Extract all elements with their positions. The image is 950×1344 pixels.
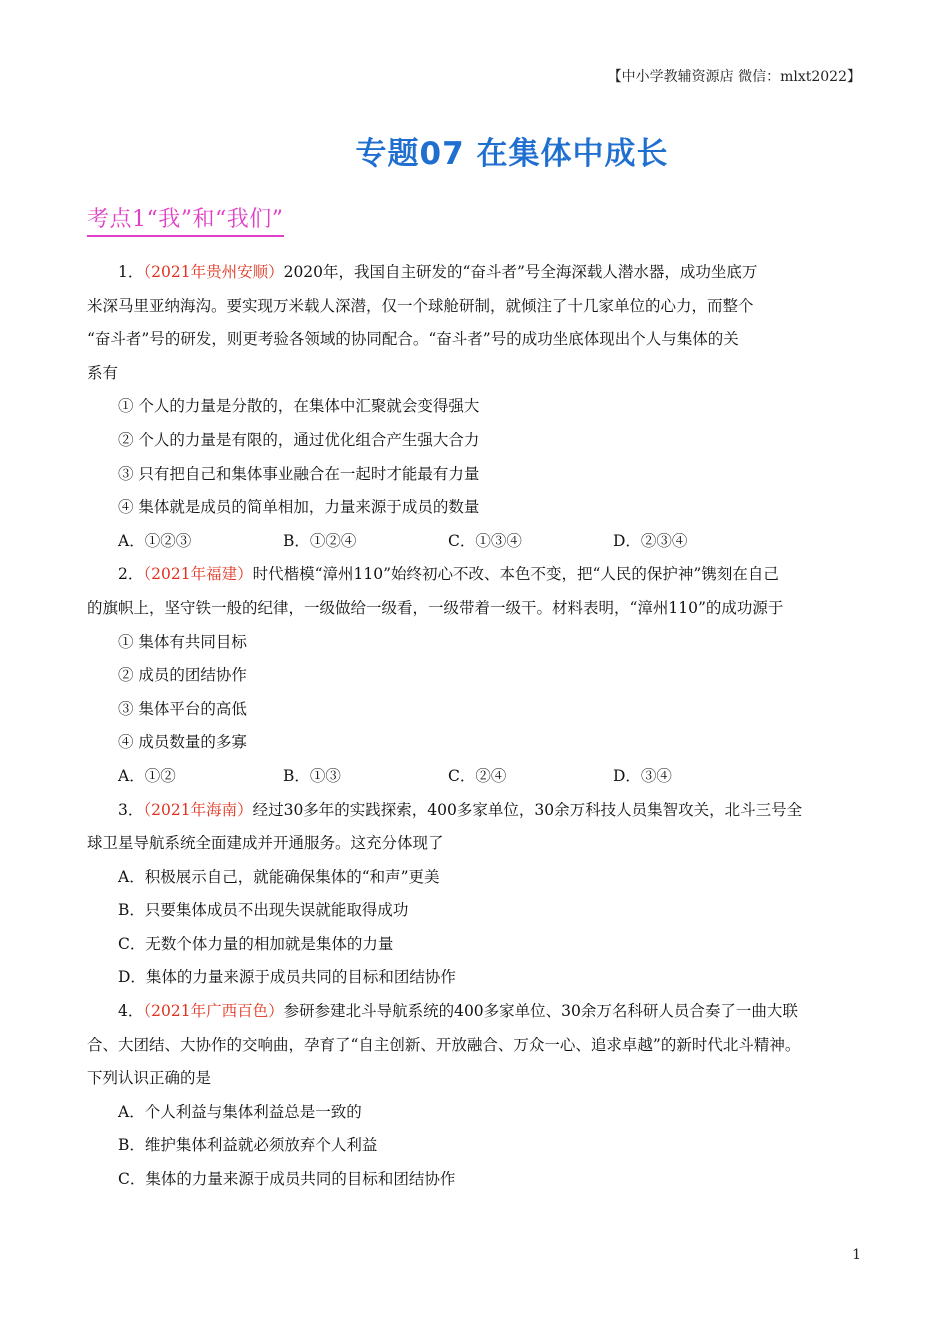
statement: ① 集体有共同目标 xyxy=(118,632,247,651)
answer-options xyxy=(87,525,867,559)
stem-line: 下列认识正确的是 xyxy=(87,1069,212,1088)
question-number: 4． xyxy=(118,1002,144,1021)
option-d: D．③④ xyxy=(613,766,672,785)
choice-a: A．积极展示自己，就能确保集体的“和声”更美 xyxy=(118,867,440,886)
option-c: C．①③④ xyxy=(448,531,522,550)
option-a: A．①②③ xyxy=(118,531,192,550)
question-1 xyxy=(87,256,867,558)
question-source: （2021年广西百色） xyxy=(143,1002,284,1021)
question-3 xyxy=(87,794,867,996)
answer-options xyxy=(87,760,867,794)
question-stem xyxy=(87,558,867,592)
question-number: 2． xyxy=(118,565,144,584)
statement: ① 个人的力量是分散的，在集体中汇聚就会变得强大 xyxy=(118,397,480,416)
question-2 xyxy=(87,558,867,793)
choice-b: B．只要集体成员不出现失误就能取得成功 xyxy=(118,901,409,920)
question-number: 1． xyxy=(118,263,144,281)
question-stem xyxy=(87,794,867,828)
question-4 xyxy=(87,995,867,1197)
statement: ③ 只有把自己和集体事业融合在一起时才能最有力量 xyxy=(118,464,480,483)
document-body xyxy=(87,256,867,1197)
stem-line: 系有 xyxy=(87,363,119,382)
stem-line: 经过30多年的实践探索，400多家单位，30余万科技人员集智攻关，北斗三号全 xyxy=(252,800,803,819)
header-note: 【中小学教辅资源店 微信：mlxt2022】 xyxy=(607,69,861,85)
question-stem xyxy=(87,256,867,290)
statement: ② 个人的力量是有限的，通过优化组合产生强大合力 xyxy=(118,430,480,449)
statement: ④ 集体就是成员的简单相加，力量来源于成员的数量 xyxy=(118,498,480,517)
question-stem xyxy=(87,995,867,1029)
page-number: 1 xyxy=(852,1247,861,1263)
option-d: D．②③④ xyxy=(613,531,688,550)
statement: ③ 集体平台的高低 xyxy=(118,699,247,718)
section-title: 考点1“我”和“我们” xyxy=(87,202,284,237)
stem-line: “奋斗者”号的研发，则更考验各领域的协同配合。“奋斗者”号的成功坐底体现出个人与集体的关 xyxy=(87,330,739,349)
question-source: （2021年海南） xyxy=(143,800,253,819)
option-a: A．①② xyxy=(118,766,176,785)
stem-line: 时代楷模“漳州110”始终初心不改、本色不变，把“人民的保护神”镌刻在自己 xyxy=(252,565,779,584)
option-b: B．①②④ xyxy=(283,531,357,550)
page-title: 专题07 在集体中成长 xyxy=(355,136,669,172)
question-source: （2021年福建） xyxy=(143,565,253,584)
stem-line: 的旗帜上，坚守铁一般的纪律，一级做给一级看，一级带着一级干。材料表明，“漳州110”的成功源于 xyxy=(87,598,784,617)
stem-line: 参研参建北斗导航系统的400多家单位、30余万名科研人员合奏了一曲大联 xyxy=(283,1002,798,1021)
stem-line: 2020年，我国自主研发的“奋斗者”号全海深载人潜水器，成功坐底万 xyxy=(283,263,758,281)
choice-b: B．维护集体利益就必须放弃个人利益 xyxy=(118,1136,378,1155)
question-number: 3． xyxy=(118,800,144,819)
choice-c: C．无数个体力量的相加就是集体的力量 xyxy=(118,934,394,953)
option-b: B．①③ xyxy=(283,766,341,785)
question-source: （2021年贵州安顺） xyxy=(143,263,284,281)
statement: ④ 成员数量的多寡 xyxy=(118,733,247,752)
choice-c: C．集体的力量来源于成员共同的目标和团结协作 xyxy=(118,1170,456,1189)
statement: ② 成员的团结协作 xyxy=(118,666,247,685)
stem-line: 米深马里亚纳海沟。要实现万米载人深潜，仅一个球舱研制，就倾注了十几家单位的心力，而整个 xyxy=(87,296,754,315)
choice-d: D．集体的力量来源于成员共同的目标和团结协作 xyxy=(118,968,456,987)
stem-line: 球卫星导航系统全面建成并开通服务。这充分体现了 xyxy=(87,834,444,853)
stem-line: 合、大团结、大协作的交响曲，孕育了“自主创新、开放融合、万众一心、追求卓越”的新时代北斗精神。 xyxy=(87,1035,801,1054)
option-c: C．②④ xyxy=(448,766,507,785)
choice-a: A．个人利益与集体利益总是一致的 xyxy=(118,1102,362,1121)
